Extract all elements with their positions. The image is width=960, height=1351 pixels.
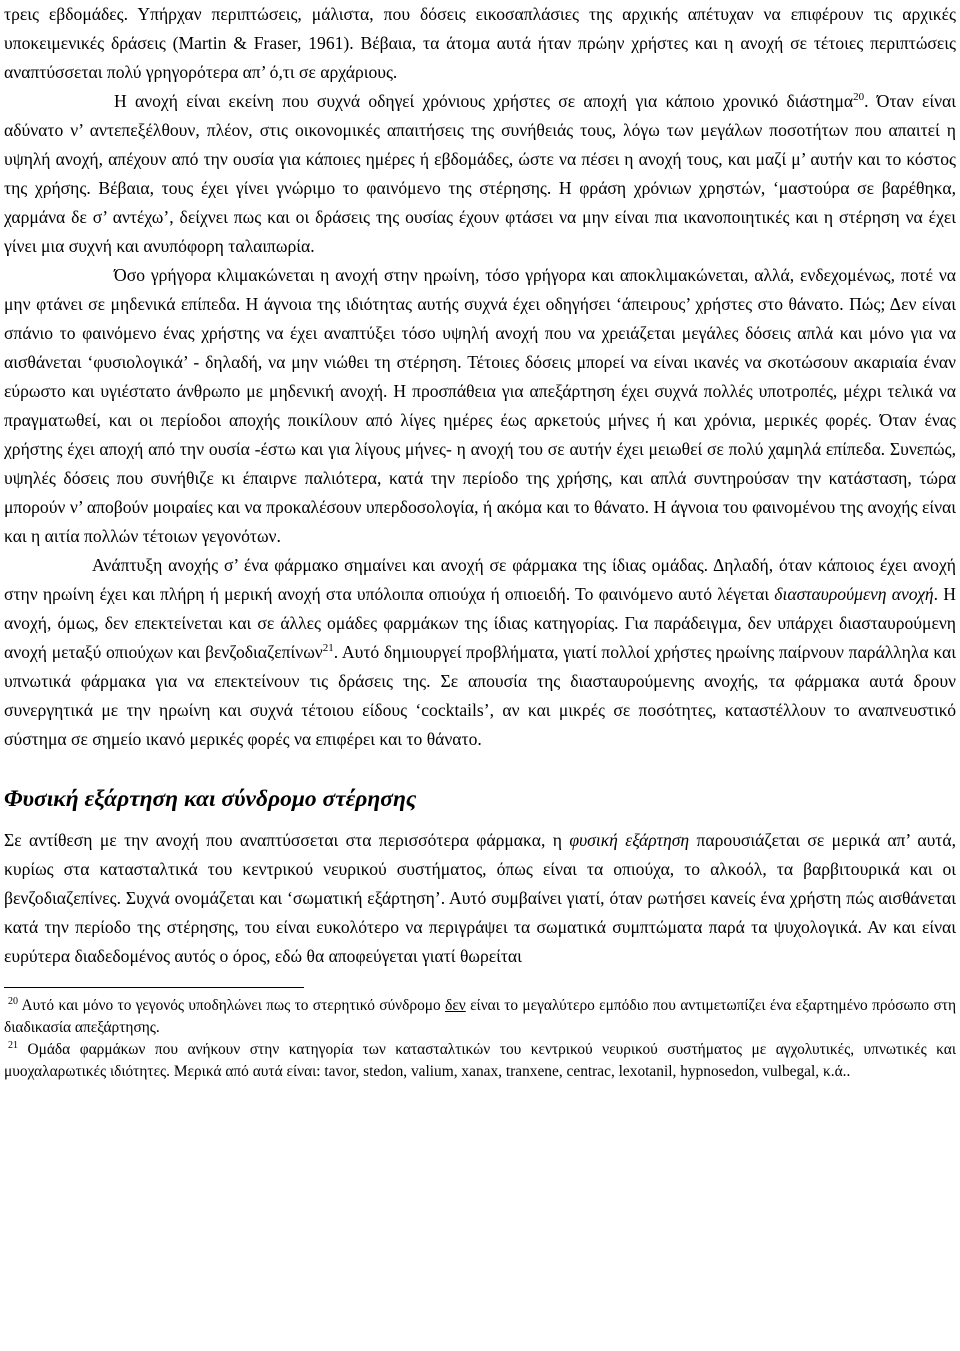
paragraph-tolerance-decline: Όσο γρήγορα κλιμακώνεται η ανοχή στην ηρωίνη, τόσο γρήγορα και αποκλιμακώνεται, αλλά, ενδεχομένως, ποτέ να μην φτάνει σε μηδενικά επίπεδα. Η άγνοια της ιδιότητας αυτής συχνά έχει οδηγήσει ‘άπειρους’ χρήστες στο θάνατο. Πώς; Δεν είναι σπάνιο το φαινόμενο ένας χρήστης να έχει αναπτύξει τόσο υψηλή ανοχή που να χρειάζεται μεγάλες δόσεις απλά και μόνο για να αισθάνεται ‘φυσιολογικά’ - δηλαδή, να μην νιώθει τη στέρηση. Τέτοιες δόσεις μπορεί να είναι ικανές να σκοτώσουν ακαριαία έναν εύρωστο και υγιέστατο άνθρωπο με μηδενική ανοχή. Η προσπάθεια για απεξάρτηση έχει συχνά πολλές υποτροπές, μέχρι τελικά να πραγματωθεί, και οι περίοδοι αποχής ποικίλουν από λίγες ημέρες έως αρκετούς μήνες ή και χρόνια, μερικές φορές. Όταν ένας χρήστης έχει αποχή από την ουσία -έστω και για λίγους μήνες- η ανοχή του σε αυτήν έχει μειωθεί σε πολύ χαμηλά επίπεδα. Συνεπώς, υψηλές δόσεις που συνήθιζε κι έπαιρνε παλιότερα, κατά την περίοδο της χρήσης, και απλά συντηρούσαν την κατάσταση, τώρα μπορούν ν’ αποβούν μοιραίες και να προκαλέσουν υπερδοσολογία, ή ακόμα και το θάνατο. Η άγνοια του φαινομένου της ανοχής είναι και η αιτία πολλών τέτοιων γεγονότων. <box>4 265 956 546</box>
footnote-ref-20[interactable]: 20 <box>853 91 865 104</box>
footnote-number: 20 <box>8 995 18 1007</box>
paragraph-abstinence <box>4 87 956 261</box>
paragraph-text: Ανάπτυξη ανοχής σ’ ένα φάρμακο σημαίνει και ανοχή σε φάρμακα της ίδιας ομάδας. Δηλαδή, όταν κάποιος έχει ανοχή στην ηρωίνη έχει και πλήρη ή μερική ανοχή στα υπόλοιπα οπιούχα ή οπιοειδή. Το φαινόμενο αυτό λέγεται <box>4 555 956 604</box>
footnote-ref-21[interactable]: 21 <box>322 642 334 655</box>
paragraph-tolerance-cases: τρεις εβδομάδες. Υπήρχαν περιπτώσεις, μάλιστα, που δόσεις εικοσαπλάσιες της αρχικής απέτυχαν να επιφέρουν τις αρχικές υποκειμενικές δράσεις (Martin & Fraser, 1961). Βέβαια, τα άτομα αυτά ήταν πρώην χρήστες και η ανοχή σε τέτοιες περιπτώσεις αναπτύσσεται πολύ γρηγορότερα απ’ ό,τι σε αρχάριους. <box>4 4 956 82</box>
paragraph-cross-tolerance <box>4 551 956 754</box>
paragraph-text: . Η ανοχή, όμως, δεν επεκτείνεται και σε άλλες ομάδες φαρμάκων της ίδιας κατηγορίας. Για παράδειγμα, δεν υπάρχει διασταυρούμενη ανοχή μεταξύ οπιούχων και βενζοδιαζεπίνων <box>4 584 956 662</box>
footnote-21 <box>4 1039 956 1083</box>
footnote-text: Αυτό και μόνο το γεγονός υποδηλώνει πως το στερητικό σύνδρομο <box>18 997 446 1014</box>
footnote-emphasis: δεν <box>445 997 466 1014</box>
paragraph-text: Σε αντίθεση με την ανοχή που αναπτύσσεται στα περισσότερα φάρμακα, η <box>4 830 570 850</box>
section-heading: Φυσική εξάρτηση και σύνδρομο στέρησης <box>4 786 417 812</box>
footnote-20 <box>4 995 956 1039</box>
paragraph-text: παρουσιάζεται σε μερικά απ’ αυτά, κυρίως στα κατασταλτικά του κεντρικού νευρικού συστήματος, όπως είναι τα οπιούχα, το αλκοόλ, τα βαρβιτουρικά και οι βενζοδιαζεπίνες. Συχνά ονομάζεται και ‘σωματική εξάρτηση’. Αυτό συμβαίνει γιατί, όταν ρωτήσει κανείς ένα χρήστη πώς αισθάνεται κατά την περίοδο της στέρησης, του είναι ευκολότερο να περιγράψει τα σωματικά συμπτώματα παρά τα ψυχολογικά. Αν και είναι ευρύτερα διαδεδομένος αυτός ο όρος, εδώ θα αποφεύγεται γιατί θωρείται <box>4 830 956 966</box>
term-physical-dependence: φυσική εξάρτηση <box>569 830 690 850</box>
footnote-number: 21 <box>8 1039 18 1051</box>
term-cross-tolerance: διασταυρούμενη ανοχή <box>774 584 934 604</box>
footnote-divider <box>4 987 304 988</box>
footnote-text: είναι το μεγαλύτερο εμπόδιο που αντιμετωπίζει ένα εξαρτημένο πρόσωπο στη διαδικασία απεξάρτησης. <box>4 997 956 1036</box>
paragraph-text: . Αυτό δημιουργεί προβλήματα, γιατί πολλοί χρήστες ηρωίνης παίρνουν παράλληλα και υπνωτικά φάρμακα για να επεκτείνουν τις δράσεις της. Σε απουσία της διασταυρούμενης ανοχής, τα φάρμακα αυτά δρουν συνεργητικά με την ηρωίνη και συχνά τέτοιου είδους ‘cocktails’, αν και μικρές σε ποσότητες, καταστέλλουν το αναπνευστικό σύστημα σε σημείο ικανό μερικές φορές να επιφέρει και το θάνατο. <box>4 642 956 749</box>
paragraph-physical-dependence <box>4 826 956 971</box>
paragraph-text: Η ανοχή είναι εκείνη που συχνά οδηγεί χρόνιους χρήστες σε αποχή για κάποιο χρονικό διάστημα <box>114 91 854 111</box>
paragraph-text: . Όταν είναι αδύνατο ν’ αντεπεξέλθουν, πλέον, στις οικονομικές απαιτήσεις της συνήθειάς τους, λόγω των μεγάλων ποσοτήτων που απαιτεί η υψηλή ανοχή, απέχουν από την ουσία για κάποιες ημέρες ή εβδομάδες, ώστε να πέσει η ανοχή τους, και μαζί μ’ αυτήν και το κόστος της χρήσης. Βέβαια, τους έχει γίνει γνώριμο το φαινόμενο της στέρησης. Η φράση χρόνιων χρηστών, ‘μαστούρα σε βαρέθηκα, χαρμάνα δε σ’ αντέχω’, δείχνει πως και οι δράσεις της ουσίας έχουν φτάσει να μην είναι πια ικανοποιητικές και η στέρηση να έχει γίνει μια συχνή και ανυπόφορη ταλαιπωρία. <box>4 91 956 256</box>
footnote-text: Ομάδα φαρμάκων που ανήκουν στην κατηγορία των κατασταλτικών του κεντρικού νευρικού συστήματος με αγχολυτικές, υπνωτικές και μυοχαλαρωτικές ιδιότητες. Μερικά από αυτά είναι: tavor, stedon, valium, xanax, tranxene, centrac, lexotanil, hypnosedon, vulbegal, κ.ά.. <box>4 1041 956 1080</box>
